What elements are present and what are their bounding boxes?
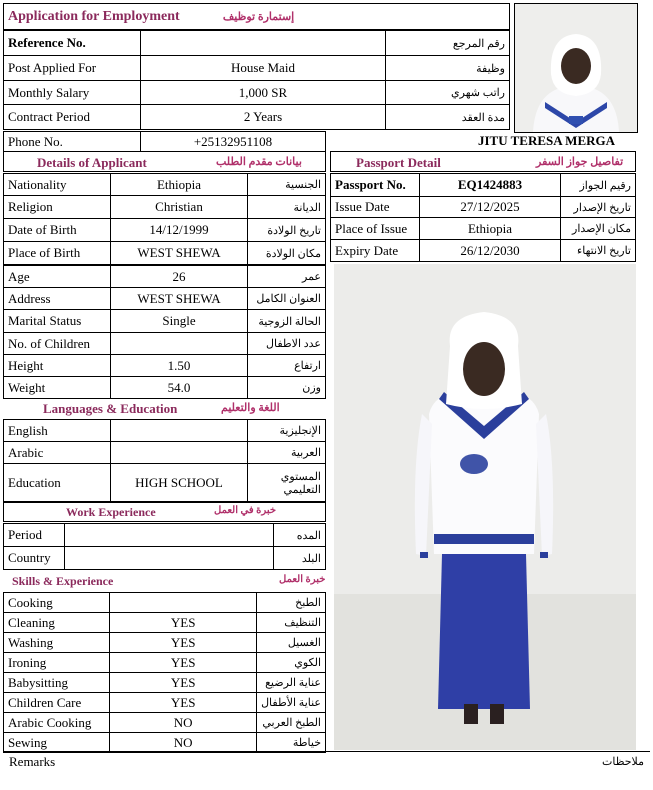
applicant-title-ar: بيانات مقدم الطلب [216,156,302,168]
table-row [4,713,326,733]
row-label: Children Care [4,693,110,713]
table-row [4,196,326,219]
row-arabic: مكان الإصدار [561,218,636,240]
row-value: YES [110,653,257,673]
row-arabic: الغسيل [257,633,326,653]
row-value: NO [110,733,257,753]
row-value: 27/12/2025 [420,197,561,218]
row-label: Ironing [4,653,110,673]
table-row [4,464,326,502]
row-arabic: الجنسية [248,174,326,196]
row-label: Place of Birth [4,242,111,265]
row-value: NO [110,713,257,733]
applicant-header [3,151,326,172]
row-arabic: خياطة [257,733,326,753]
row-arabic: الإنجليزية [248,420,326,442]
table-row [4,266,326,288]
row-value: HIGH SCHOOL [111,464,248,502]
table-row [4,653,326,673]
phone-table [3,131,326,152]
row-label: Date of Birth [4,219,111,242]
title-ar: إستمارة توظيف [222,11,295,23]
row-arabic: البلد [274,547,326,570]
table-row [4,333,326,355]
row-value: 26/12/2030 [420,240,561,262]
remarks-row [3,751,650,774]
row-arabic: وظيفة [386,56,510,81]
table-row [331,240,636,262]
row-label: No. of Children [4,333,111,355]
row-label: Marital Status [4,310,111,333]
row-value [111,442,248,464]
row-value: EQ1424883 [420,174,561,197]
table-row [4,56,510,81]
row-value: YES [110,633,257,653]
row-label: Sewing [4,733,110,753]
row-label: Cooking [4,593,110,613]
full-body-photo [334,264,636,750]
row-arabic: رقيم الجواز [561,174,636,197]
row-value: WEST SHEWA [111,288,248,310]
table-row [4,31,510,56]
row-arabic: راتب شهري [386,81,510,105]
row-value: 54.0 [111,377,248,399]
row-value: Ethiopia [111,174,248,196]
row-value: 14/12/1999 [111,219,248,242]
languages-header [3,398,326,419]
table-row [4,174,326,196]
row-arabic: عناية الرضيع [257,673,326,693]
row-label: Height [4,355,111,377]
table-row [4,593,326,613]
applicant-table [3,173,326,265]
full-body-portrait [334,264,636,750]
table-row [4,733,326,753]
skills-title-en: Skills & Experience [12,574,114,588]
table-row [4,310,326,333]
row-label: Issue Date [331,197,420,218]
row-arabic: تاريخ الانتهاء [561,240,636,262]
row-arabic: مكان الولادة [248,242,326,265]
row-value: Christian [111,196,248,219]
table-row [4,288,326,310]
row-value: 26 [111,266,248,288]
row-label: Address [4,288,111,310]
row-label: Babysitting [4,673,110,693]
skills-table [3,592,326,753]
headshot-photo [514,3,638,133]
phone-label: Phone No. [4,132,141,152]
passport-header [330,151,636,172]
table-row [4,242,326,265]
row-label: Education [4,464,111,502]
row-value [110,593,257,613]
row-label: Cleaning [4,613,110,633]
row-arabic: مدة العقد [386,105,510,130]
row-label: Arabic Cooking [4,713,110,733]
row-label: Weight [4,377,111,399]
languages-title-ar: اللغة والتعليم [221,402,280,414]
title-en: Application for Employment [8,9,180,24]
remarks-arabic: ملاحظات [602,756,644,768]
row-arabic: المده [274,524,326,547]
row-value: 1.50 [111,355,248,377]
row-label: Monthly Salary [4,81,141,105]
row-label: Contract Period [4,105,141,130]
title-cell [4,4,510,30]
row-label: Place of Issue [331,218,420,240]
table-row [4,219,326,242]
row-value [65,524,274,547]
row-value: YES [110,673,257,693]
row-arabic: الكوي [257,653,326,673]
row-arabic: تاريخ الإصدار [561,197,636,218]
row-label: Passport No. [331,174,420,197]
languages-table [3,419,326,502]
work-header [3,502,326,522]
row-arabic: التنظيف [257,613,326,633]
row-value [65,547,274,570]
row-arabic: المستوي التعليمي [248,464,326,502]
row-label: Nationality [4,174,111,196]
passport-title-ar: تفاصيل جواز السفر [536,156,624,168]
table-row [4,673,326,693]
row-value: House Maid [141,56,386,81]
passport-table [330,173,636,262]
row-label: Age [4,266,111,288]
remarks-label: Remarks [9,754,56,769]
table-row [4,613,326,633]
row-arabic: تاريخ الولادة [248,219,326,242]
row-value: YES [110,693,257,713]
row-value: Single [111,310,248,333]
languages-title-en: Languages & Education [43,401,178,416]
work-title-en: Work Experience [66,505,156,519]
phone-value: +25132951108 [141,132,326,152]
skills-title-ar: خبرة العمل [279,574,326,585]
row-value: YES [110,613,257,633]
table-row [4,132,326,152]
row-arabic: عدد الاطفال [248,333,326,355]
row-value: 2 Years [141,105,386,130]
headshot-portrait [515,4,637,132]
row-label: Post Applied For [4,56,141,81]
table-row [4,693,326,713]
table-row [4,377,326,399]
row-label: Expiry Date [331,240,420,262]
applicant-title-en: Details of Applicant [37,155,147,170]
table-row [4,81,510,105]
table-row [4,524,326,547]
work-title-ar: خبرة في العمل [214,505,277,516]
row-value [111,333,248,355]
row-label: English [4,420,111,442]
row-arabic: الحالة الزوجية [248,310,326,333]
table-row [4,633,326,653]
row-arabic: عمر [248,266,326,288]
passport-title-en: Passport Detail [356,155,441,170]
top-info-table [3,30,510,130]
row-arabic: الطبخ العربي [257,713,326,733]
row-value: Ethiopia [420,218,561,240]
applicant-table-2 [3,265,326,399]
row-arabic: العربية [248,442,326,464]
row-arabic: ارتفاع [248,355,326,377]
row-value: WEST SHEWA [111,242,248,265]
candidate-name: JITU TERESA MERGA [478,133,616,148]
table-row [331,174,636,197]
table-row [4,442,326,464]
skills-header [3,571,326,591]
row-label: Reference No. [4,31,141,56]
table-row [331,197,636,218]
row-label: Arabic [4,442,111,464]
work-table [3,523,326,570]
table-row [4,547,326,570]
row-arabic: العنوان الكامل [248,288,326,310]
row-label: Washing [4,633,110,653]
row-label: Period [4,524,65,547]
row-value: 1,000 SR [141,81,386,105]
table-row [331,218,636,240]
title-table [3,3,510,30]
row-arabic: وزن [248,377,326,399]
row-arabic: الطبخ [257,593,326,613]
row-label: Religion [4,196,111,219]
table-row [4,355,326,377]
row-value [111,420,248,442]
row-arabic: رقم المرجع [386,31,510,56]
row-arabic: عناية الأطفال [257,693,326,713]
row-label: Country [4,547,65,570]
table-row [4,105,510,130]
table-row [4,420,326,442]
row-value [141,31,386,56]
row-arabic: الديانة [248,196,326,219]
